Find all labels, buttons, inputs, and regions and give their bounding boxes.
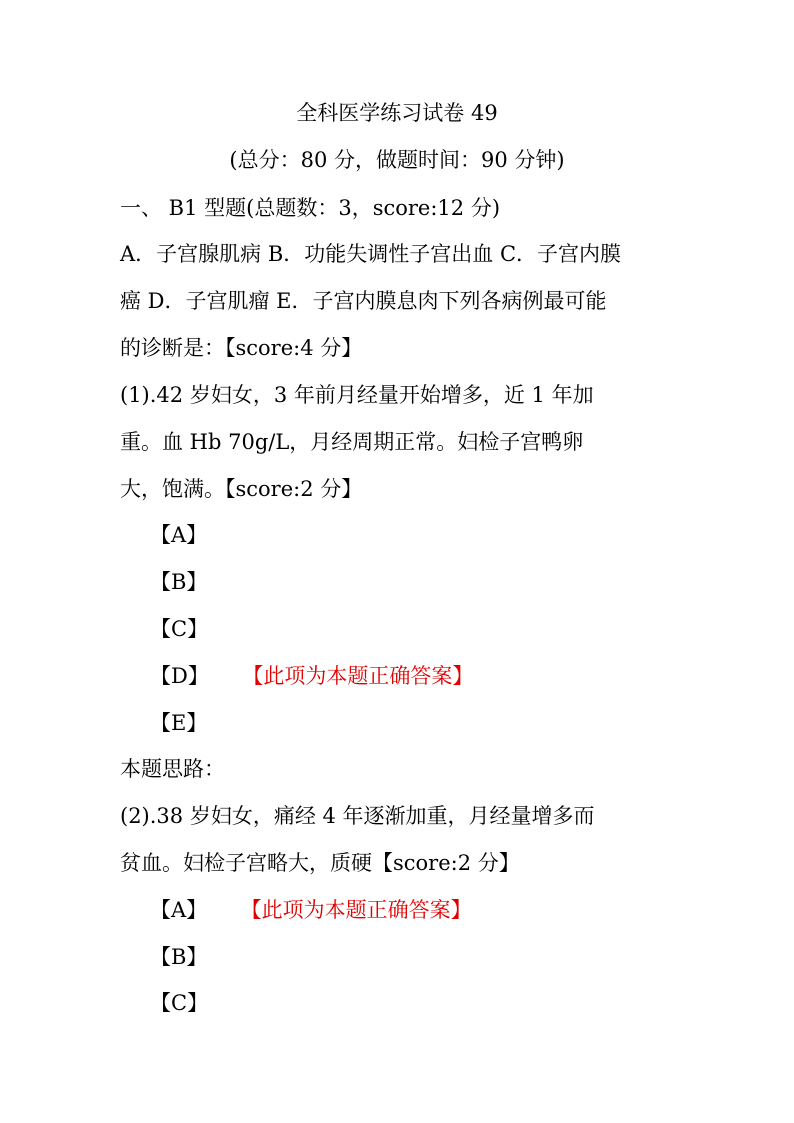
page-title: 全科医学练习试卷 49 (296, 101, 498, 125)
exam-meta: (总分：80 分，做题时间：90 分钟) (229, 148, 565, 172)
correct-answer-note: 【此项为本题正确答案】 (252, 664, 474, 688)
option-c: 【C】 (150, 617, 209, 641)
question-line: 大，饱满。【score:2 分】 (120, 477, 363, 501)
question-line: (1).42 岁妇女，3 年前月经量开始增多，近 1 年加 (120, 383, 594, 407)
option-a: 【A】 (150, 898, 208, 922)
correct-answer-note: 【此项为本题正确答案】 (251, 898, 472, 922)
question-line: 重。血 Hb 70g/L，月经周期正常。妇检子宫鸭卵 (120, 430, 584, 454)
option-b: 【B】 (150, 570, 208, 594)
question-line: 贫血。妇检子宫略大，质硬【score:2 分】 (120, 851, 520, 875)
option-a-row (150, 895, 472, 925)
question-line: (2).38 岁妇女，痛经 4 年逐渐加重，月经量增多而 (120, 804, 595, 828)
stem-line: 癌 D．子宫肌瘤 E．子宫内膜息肉下列各病例最可能 (120, 289, 607, 313)
explanation-label: 本题思路： (120, 757, 225, 781)
option-a: 【A】 (150, 523, 208, 547)
stem-line: A．子宫腺肌病 B．功能失调性子宫出血 C．子宫内膜 (120, 242, 622, 266)
stem-line: 的诊断是：【score:4 分】 (120, 336, 363, 360)
option-d: 【D】 (150, 664, 209, 688)
option-c: 【C】 (150, 991, 209, 1015)
option-d-row (150, 661, 473, 691)
option-e: 【E】 (150, 711, 208, 735)
section-heading: 一、 B1 型题(总题数：3，score:12 分) (120, 196, 501, 220)
option-b: 【B】 (150, 945, 208, 969)
